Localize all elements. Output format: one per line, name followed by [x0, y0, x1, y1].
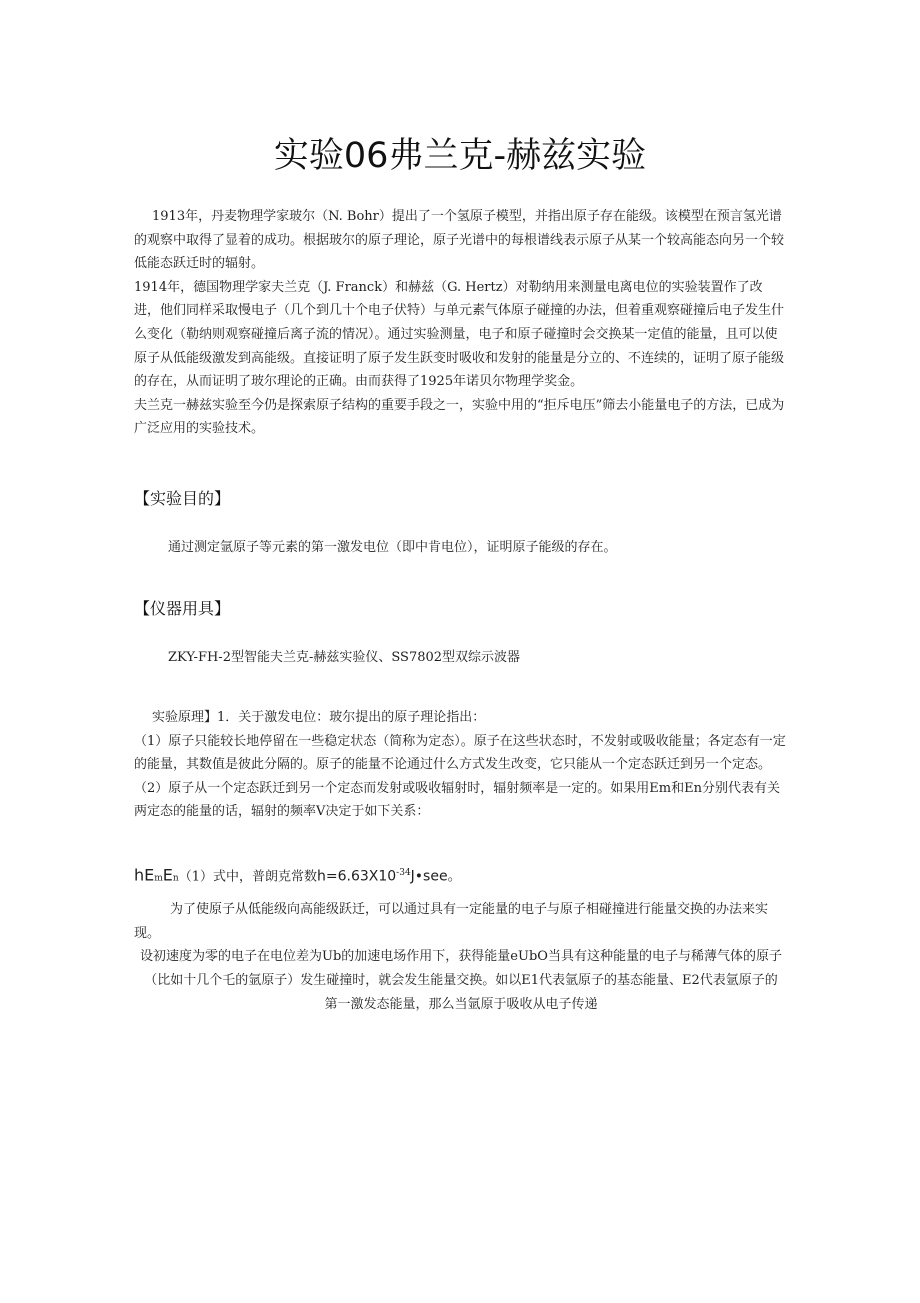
planck-exponent: -34: [396, 868, 411, 878]
formula-sub-n: n: [172, 873, 179, 884]
principle-point-1: （1）原子只能较长地停留在一些稳定状态（简称为定态）。原子在这些状态时，不发射或吸收能量；各定态有一定的能量，其数值是彼此分隔的。原子的能量不论通过什么方式发生改变，它只能从一个定态跃迁到另一个定态。: [134, 733, 786, 773]
principle-section: [134, 706, 788, 824]
paragraph-b-line-2: （比如十几个乇的氩原子）发生碰撞时，就会发生能量交换。如以E1代表氩原子的基态能量、E2代表氩原子的: [144, 973, 778, 988]
paragraph-a-text: 为了使原子从低能级向高能级跃迁，可以通过具有一定能量的电子与原子相碰撞进行能量交换的办法来实现。: [134, 902, 769, 941]
formula-description: （1）式中，普朗克常数: [178, 869, 317, 885]
paragraph-b-line-3: 第一激发态能量，那么当氩原于吸收从电子传递: [324, 997, 598, 1012]
formula-e1: E: [144, 865, 155, 885]
purpose-heading: 【实验目的】: [134, 489, 231, 508]
planck-constant: h=6.63X10: [316, 868, 397, 885]
formula-e2: E: [162, 865, 173, 885]
planck-unit: J•see。: [410, 868, 462, 885]
intro-section: [134, 205, 788, 441]
formula-sub-m: m: [154, 873, 163, 884]
principle-point-2: （2）原子从一个定态跃迁到另一个定态而发射或吸收辐射时，辐射频率是一定的。如果用Em和En分别代表有关两定态的能量的话，辐射的频率V决定于如下关系：: [134, 780, 780, 820]
paragraph-a: [134, 898, 788, 945]
intro-paragraph-3: 夫兰克一赫兹实验至今仍是探索原子结构的重要手段之一，实验中用的“拒斥电压”筛去小能量电子的方法，已成为广泛应用的实验技术。: [134, 397, 785, 437]
intro-paragraph-1: 1913年，丹麦物理学家玻尔（N. Bohr）提出了一个氢原子模型，并指出原子存在能级。该模型在预言氢光谱的观察中取得了显着的成功。根据玻尔的原子理论，原子光谱中的每根谱线表示原子从某一个较高能态向另一个较低能态跃迁时的辐射。: [134, 209, 785, 272]
document-title: 实验06弗兰克-赫兹实验: [273, 136, 647, 176]
formula-h: h: [134, 865, 145, 885]
intro-paragraph-2: 1914年，德国物理学家夫兰克（J. Franck）和赫兹（G. Hertz）对勒纳用来测量电离电位的实验装置作了改进，他们同样采取慢电子（几个到几十个电子伏特）与单元素气体原子碰撞的办法，但着重观察碰撞后电子发生什么变化（勒纳则观察碰撞后离子流的情况）。通过实验测量，电子和原子碰撞时会交换某一定值的能量，且可以使原子从低能级激发到高能级。直接证明了原子发生跃变时吸收和发射的能量是分立的、不连续的，证明了原子能级的存在，从而证明了玻尔理论的正确。由而获得了1925年诺贝尔物理学奖金。: [134, 279, 785, 390]
formula-line: [134, 862, 462, 891]
purpose-text: 通过测定氩原子等元素的第一激发电位（即中肯电位），证明原子能级的存在。: [168, 540, 617, 555]
principle-intro: 实验原理】1．关于激发电位：玻尔提出的原子理论指出：: [152, 710, 486, 725]
equipment-heading: 【仪器用具】: [134, 599, 231, 618]
paragraph-b-line-1: 设初速度为零的电子在电位差为Ub的加速电场作用下，获得能量eUbO当具有这种能量的电子与稀薄气体的原子: [140, 949, 782, 964]
equipment-text: ZKY-FH-2型智能夫兰克-赫兹实验仪、SS7802型双综示波器: [168, 650, 521, 665]
